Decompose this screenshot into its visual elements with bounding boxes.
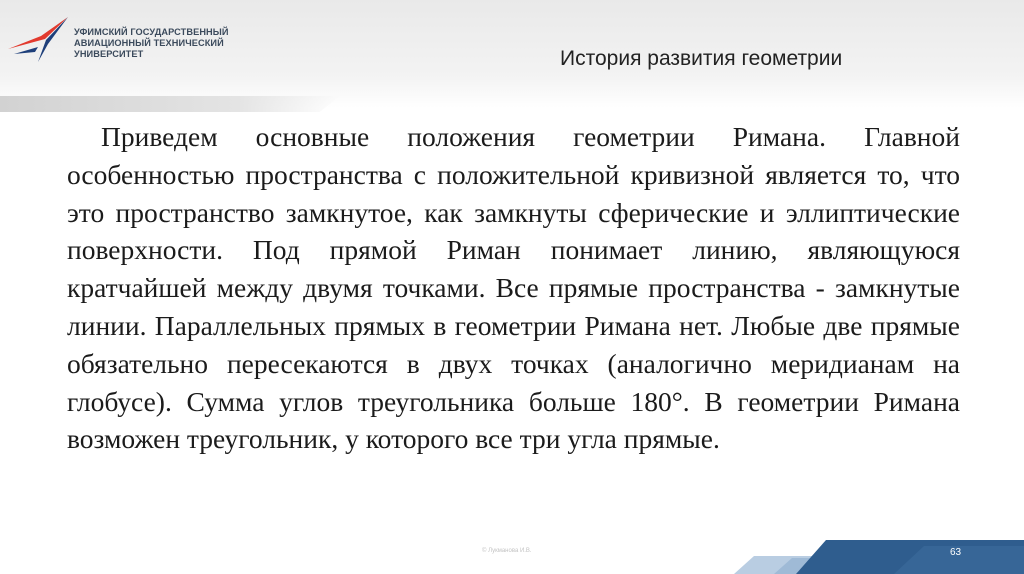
footer-graphic bbox=[734, 528, 1024, 574]
ugatu-logo-icon bbox=[8, 14, 70, 64]
page-number: 63 bbox=[950, 547, 962, 558]
org-name bbox=[74, 27, 274, 60]
header-shadow bbox=[0, 96, 340, 112]
slide-title: История развития геометрии bbox=[560, 47, 843, 70]
org-name-line-2: АВИАЦИОННЫЙ ТЕХНИЧЕСКИЙ bbox=[74, 38, 224, 48]
copyright-note: © Лукманова И.В. bbox=[482, 548, 532, 554]
org-name-line-3: УНИВЕРСИТЕТ bbox=[74, 49, 144, 59]
org-name-line-1: УФИМСКИЙ ГОСУДАРСТВЕННЫЙ bbox=[74, 27, 229, 37]
body-paragraph: Приведем основные положения геометрии Римана. Главной особенностью пространства с положительной кривизной является то, что это пространство замкнутое, как замкнуты сферические и эллиптические поверхности. Под прямой Риман понимает линию, являющуюся кратчайшей между двумя точками. Все прямые пространства - замкнутые линии. Параллельных прямых в геометрии Римана нет. Любые две прямые обязательно пересекаются в двух точках (аналогично меридианам на глобусе). Сумма углов треугольника больше 180°. В геометрии Римана возможен треугольник, у которого все три угла прямые. bbox=[67, 121, 960, 455]
